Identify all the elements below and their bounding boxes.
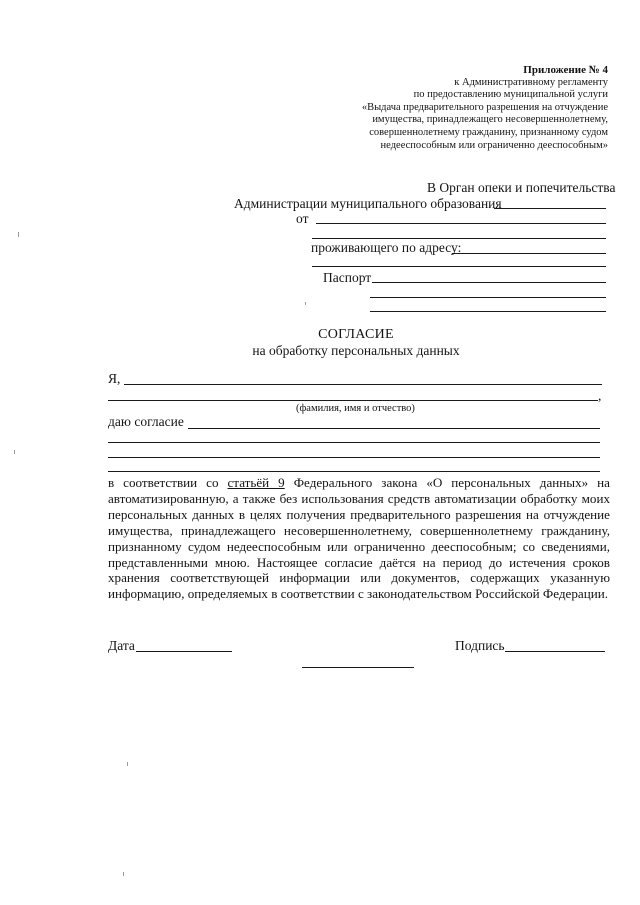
appendix-line: совершеннолетнему гражданину, признанному судом — [369, 126, 608, 138]
address-field-2[interactable] — [312, 266, 606, 267]
paragraph-part-2: Федерального закона «О персональных данных» на автоматизированную, а также без использования средств автоматизации обработку моих персональных данных в целях получения предварительного разрешения на отчуждение имущества, принадлежащего несовершеннолетнему, совершеннолетнему гражданину, признанному судом недееспособным или ограниченно дееспособным; со сведениями, представленными мною. Настоящее согласие даётся на период до истечения сроков хранения соответствующей информации или документов, содержащих указанную информацию, определяемых в соответствии с законодательством Российской Федерации. — [108, 475, 610, 602]
fio-caption: (фамилия, имя и отчество) — [296, 403, 415, 414]
appendix-line: по предоставлению муниципальной услуги — [413, 89, 608, 101]
addressee-admin-label: Администрации муниципального образования — [234, 196, 502, 211]
date-label: Дата — [108, 638, 135, 653]
scan-mark — [127, 762, 128, 766]
consent-label: даю согласие — [108, 414, 184, 429]
appendix-line: к Административному регламенту — [454, 76, 608, 88]
scan-mark — [14, 450, 15, 454]
address-label: проживающего по адресу: — [311, 240, 462, 255]
signature-decoding-line — [302, 667, 414, 668]
consent-field-3[interactable] — [108, 457, 600, 458]
law-article-link[interactable]: статьёй 9 — [227, 475, 285, 490]
fio-field[interactable] — [124, 384, 602, 385]
signature-label: Подпись — [455, 638, 505, 653]
scan-mark — [305, 302, 306, 305]
scan-mark — [18, 232, 19, 237]
consent-subtitle: на обработку персональных данных — [252, 343, 460, 358]
fio-field-2[interactable] — [108, 400, 598, 401]
appendix-line: недееспособным или ограниченно дееспособным» — [380, 139, 608, 151]
addressee-to: В Орган опеки и попечительства — [427, 180, 616, 195]
consent-field-2[interactable] — [108, 442, 600, 443]
paragraph-part-1: в соответствии со — [108, 475, 228, 490]
appendix-line: имущества, принадлежащего несовершеннолетнему, — [372, 114, 608, 126]
consent-title: СОГЛАСИЕ — [318, 327, 394, 342]
scan-mark — [123, 872, 124, 876]
admin-name-field[interactable] — [494, 208, 606, 209]
i-label: Я, — [108, 371, 121, 386]
consent-field-4[interactable] — [108, 471, 600, 472]
consent-paragraph — [108, 475, 610, 602]
passport-field-2[interactable] — [370, 297, 606, 298]
applicant-name-field-2[interactable] — [312, 238, 606, 239]
trailing-comma: , — [598, 388, 602, 403]
appendix-line: «Выдача предварительного разрешения на отчуждение — [361, 101, 608, 113]
appendix-block — [362, 64, 608, 152]
applicant-name-field[interactable] — [316, 223, 606, 224]
signature-field[interactable] — [505, 651, 605, 652]
appendix-title: Приложение № 4 — [523, 64, 608, 76]
passport-field[interactable] — [372, 282, 606, 283]
passport-field-3[interactable] — [370, 311, 606, 312]
from-label: от — [296, 211, 309, 226]
consent-field[interactable] — [188, 428, 600, 429]
passport-label: Паспорт — [323, 270, 372, 285]
address-field[interactable] — [452, 253, 606, 254]
date-field[interactable] — [136, 651, 232, 652]
